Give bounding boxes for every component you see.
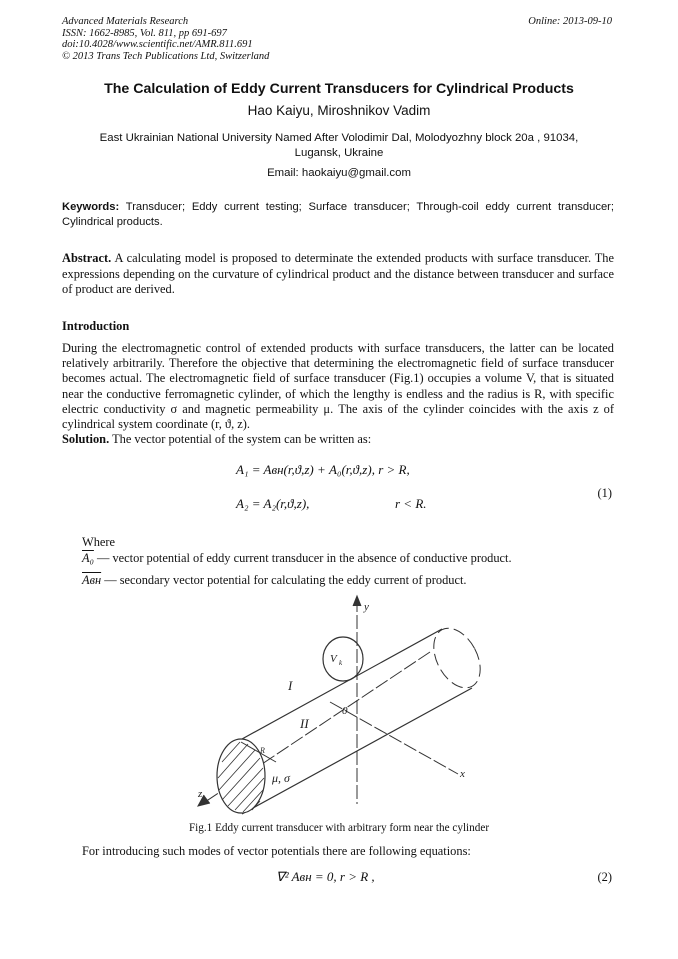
introduction-body	[62, 341, 614, 447]
authors: Hao Kaiyu, Miroshnikov Vadim	[247, 103, 431, 118]
y-axis-arrow	[353, 596, 361, 606]
solution-label: Solution.	[62, 432, 110, 447]
equation-2: ∇² Aвн = 0, r > R ,	[276, 869, 375, 884]
label-x: x	[460, 768, 465, 780]
abstract-label: Abstract.	[62, 251, 112, 265]
definition-avn-symbol: Aвн	[82, 573, 102, 587]
label-region-i: I	[288, 678, 293, 693]
issn-line: ISSN: 1662-8985, Vol. 811, pp 691-697	[62, 27, 227, 39]
label-vk: k	[339, 659, 343, 667]
cylinder-far-end	[424, 620, 489, 695]
figure-1	[180, 592, 500, 820]
equation-1-line-2: A₂ = A₂(r,ϑ,z),	[236, 496, 310, 511]
label-z: z	[198, 788, 203, 800]
online-date: Online: 2013-09-10	[528, 16, 612, 27]
keywords-label: Keywords:	[62, 201, 120, 213]
copyright-line: © 2013 Trans Tech Publications Ltd, Switzerland	[62, 50, 270, 62]
label-y: y	[364, 601, 369, 613]
abstract-text: A calculating model is proposed to determinate the extended products with surface transducer. The expressions depending on the curvature of cylindrical product and the distance between transducer and surface of product are derived.	[62, 251, 614, 296]
journal-name: Advanced Materials Research	[62, 16, 189, 27]
label-region-ii: II	[300, 716, 309, 731]
modes-text: For introducing such modes of vector potentials there are following equations:	[82, 844, 471, 858]
equation-1-number: (1)	[597, 486, 612, 500]
x-axis	[330, 702, 458, 774]
where-label: Where	[82, 535, 116, 549]
abstract	[62, 251, 614, 298]
equation-1-line-1: A₁ = Aвн(r,ϑ,z) + A₀(r,ϑ,z), r > R,	[236, 462, 410, 477]
solution-text: The vector potential of the system can be written as:	[112, 432, 372, 447]
definition-a0-symbol: A₀	[82, 551, 94, 565]
doi-line: doi:10.4028/www.scientific.net/AMR.811.691	[62, 39, 253, 50]
label-origin: 0	[342, 705, 348, 717]
figure-caption: Fig.1 Eddy current transducer with arbitrary form near the cylinder	[188, 822, 490, 834]
label-v: V	[330, 653, 337, 665]
definition-avn-text: — secondary vector potential for calculating the eddy current of product.	[104, 573, 467, 587]
solution-line	[62, 432, 614, 447]
label-mu-sigma: μ, σ	[272, 771, 290, 785]
keywords-text: Transducer; Eddy current testing; Surface transducer; Through-coil eddy current transducer; Cylindrical products.	[62, 201, 614, 228]
introduction-text: During the electromagnetic control of extended products with surface transducers, the latter can be located relatively arbitrarily. Therefore the objective that determining the electromagnetic field of surface transducer becomes actual. The electromagnetic field of surface transducer (Fig.1) occupies a volume V, that is situated near the conductive ferromagnetic cylinder, of which the lengthy is endless and the radius is R, with specific electric conductivity σ and magnetic permeability μ. The axis of the cylinder coincides with the axis z of cylindrical system coordinate (r, ϑ, z).	[62, 341, 614, 432]
equation-2-number: (2)	[597, 870, 612, 884]
email: Email: haokaiyu@gmail.com	[267, 167, 411, 179]
paper-title: The Calculation of Eddy Current Transducers for Cylindrical Products	[104, 81, 574, 97]
keywords	[62, 200, 614, 230]
definition-a0-text: — vector potential of eddy current transducer in the absence of conductive product.	[97, 551, 512, 565]
definition-avn	[82, 573, 467, 588]
affiliation-line-1: East Ukrainian National University Named After Volodimir Dal, Molodyozhny block 20a , 91034,	[99, 132, 579, 144]
label-r: R	[260, 746, 265, 755]
journal-header	[62, 16, 269, 62]
introduction-heading: Introduction	[62, 319, 130, 333]
cylinder-cross-section	[217, 739, 265, 813]
affiliation	[62, 131, 616, 161]
affiliation-line-2: Lugansk, Ukraine	[294, 147, 384, 159]
equation-1-condition: r < R.	[395, 496, 427, 511]
definition-a0	[82, 551, 512, 566]
